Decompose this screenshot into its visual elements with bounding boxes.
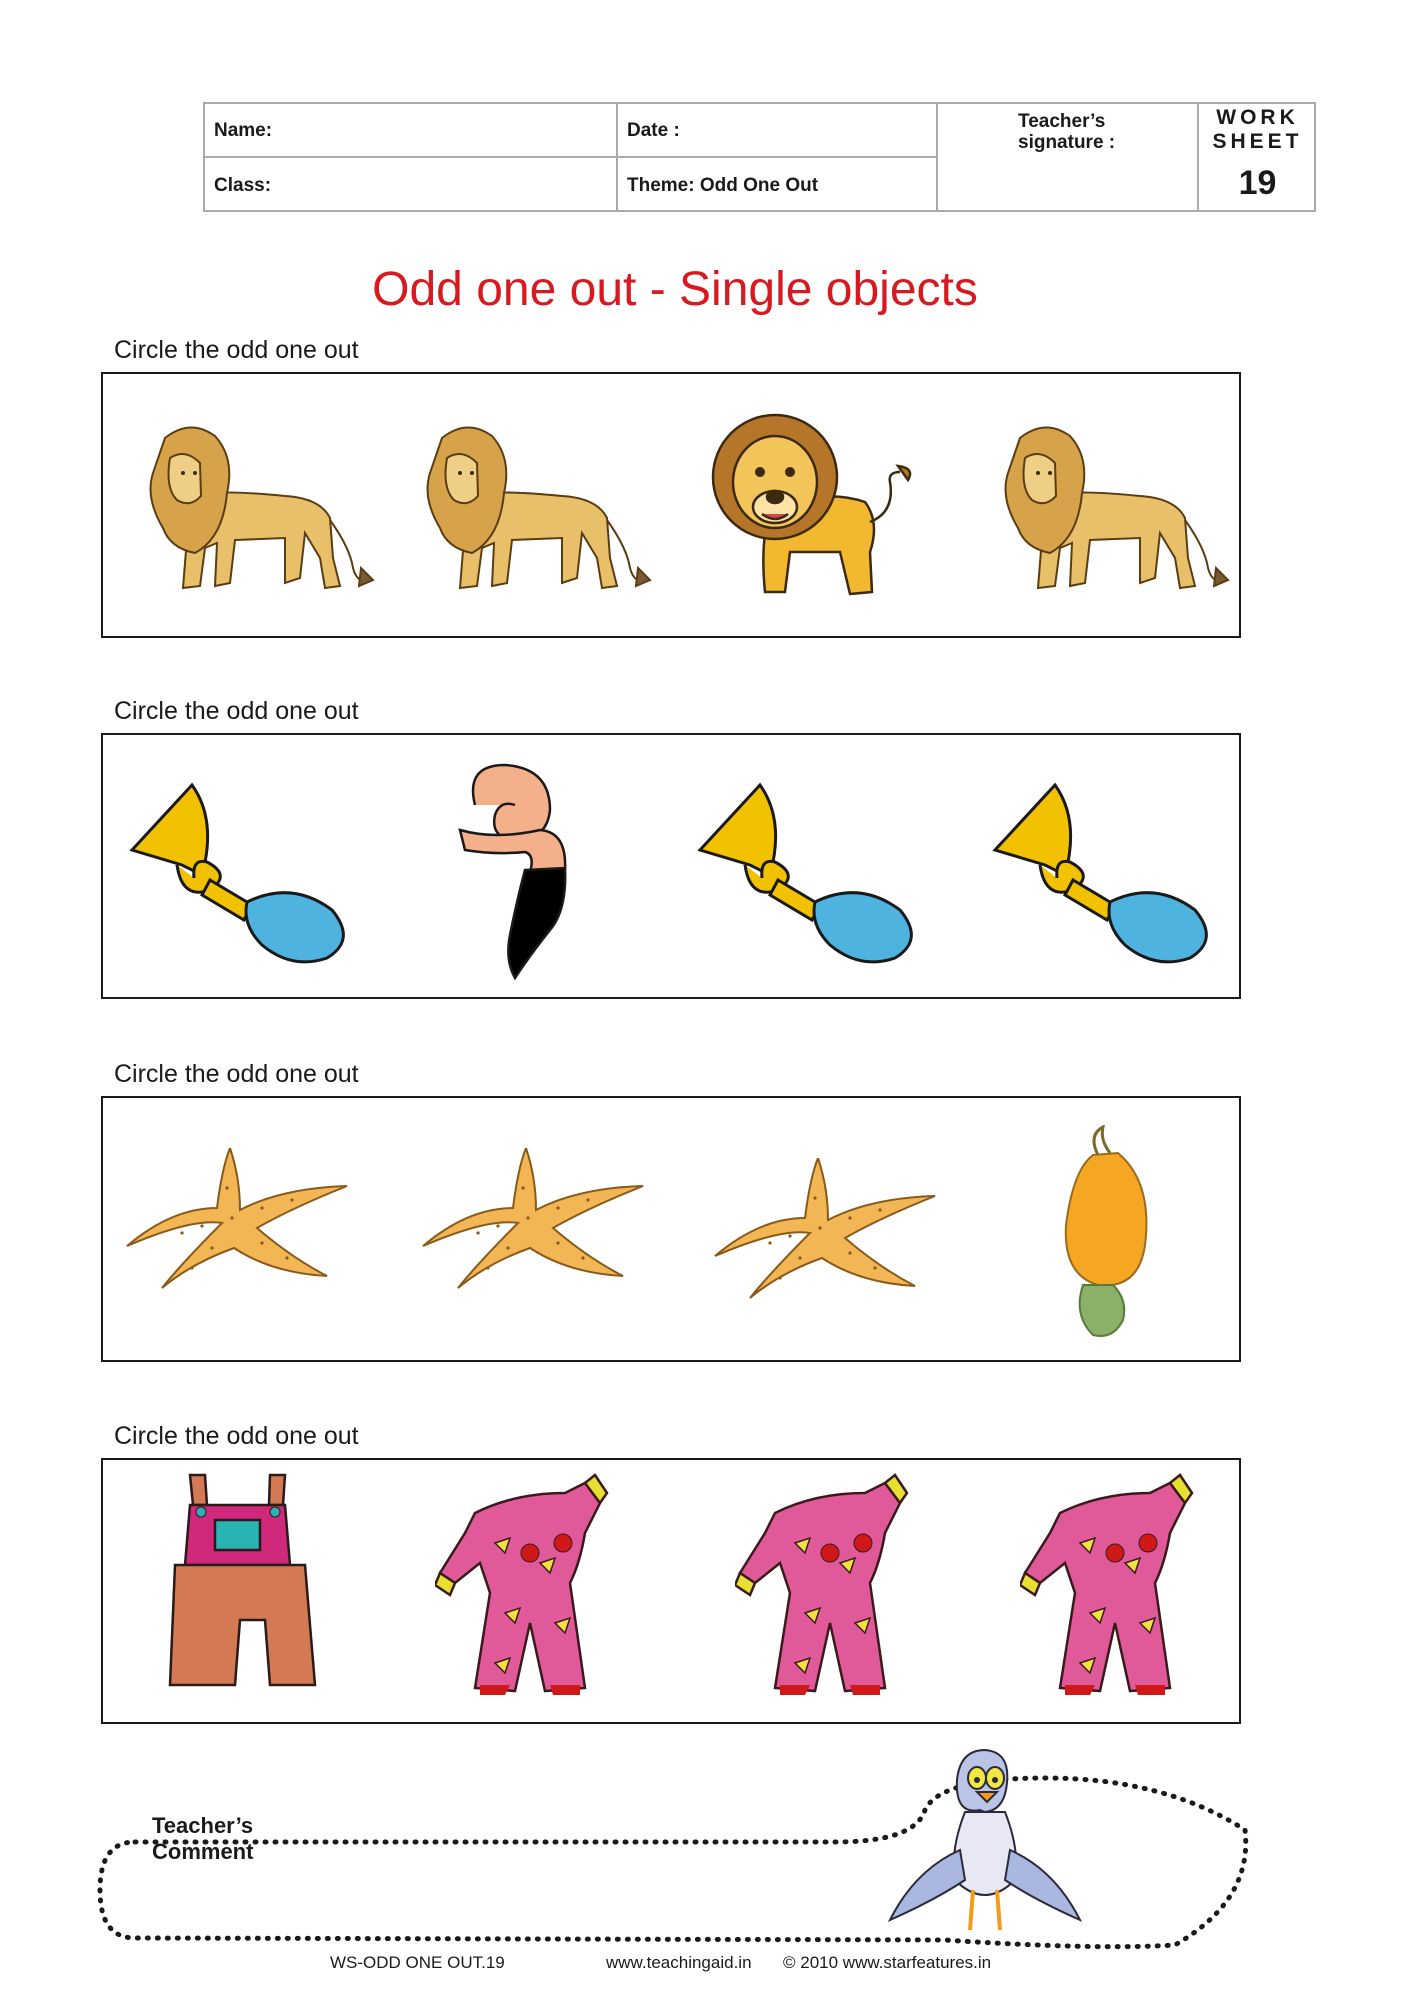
worksheet-number: 19 [1238,164,1277,202]
comment-label-line2: Comment [152,1839,254,1864]
date-cell[interactable] [618,104,938,158]
lion-icon[interactable] [135,418,380,603]
worksheet-word-1: WORK [1216,106,1299,129]
footer-site-link[interactable]: www.teachingaid.in [606,1953,752,1972]
name-label: Name: [214,120,273,141]
cartoon-lion-icon[interactable] [700,402,930,612]
theme-cell [618,158,938,212]
bird-mascot-icon [885,1740,1085,1940]
horn-icon[interactable] [122,780,362,965]
romper-icon[interactable] [435,1473,615,1718]
theme-label: Theme: Odd One Out [627,175,819,196]
signature-label-line1: Teacher’s [1018,111,1106,132]
signature-cell[interactable] [938,104,1198,212]
footer-code: WS-ODD ONE OUT.19 [330,1953,505,1972]
comment-label-line1: Teacher’s [152,1813,254,1838]
row-1-instruction: Circle the odd one out [114,336,359,364]
name-cell[interactable] [205,104,618,158]
class-cell[interactable] [205,158,618,212]
row-4-instruction: Circle the odd one out [114,1422,359,1450]
header-table [203,102,1316,212]
signature-label-line2: signature : [1018,132,1116,153]
page-title: Odd one out - Single objects [372,263,978,316]
cashew-icon[interactable] [1058,1125,1153,1340]
lion-icon[interactable] [412,418,657,603]
worksheet-word-2: SHEET [1212,130,1303,153]
horn-icon[interactable] [985,780,1225,965]
worksheet-badge [1197,102,1316,212]
starfish-icon[interactable] [418,1148,648,1298]
date-label: Date : [627,120,680,141]
dungarees-icon[interactable] [165,1470,335,1715]
starfish-icon[interactable] [122,1148,352,1298]
horn-icon[interactable] [690,780,930,965]
lion-icon[interactable] [990,418,1235,603]
starfish-icon[interactable] [710,1158,940,1308]
romper-icon[interactable] [735,1473,915,1718]
teacher-comment-label [152,1813,253,1865]
romper-icon[interactable] [1020,1473,1200,1718]
class-label: Class: [214,175,272,196]
row-3-instruction: Circle the odd one out [114,1060,359,1088]
footer-copyright: © 2010 www.starfeatures.in [783,1953,992,1972]
row-2-instruction: Circle the odd one out [114,697,359,725]
signature-label [1018,111,1115,153]
ear-icon[interactable] [455,760,585,985]
